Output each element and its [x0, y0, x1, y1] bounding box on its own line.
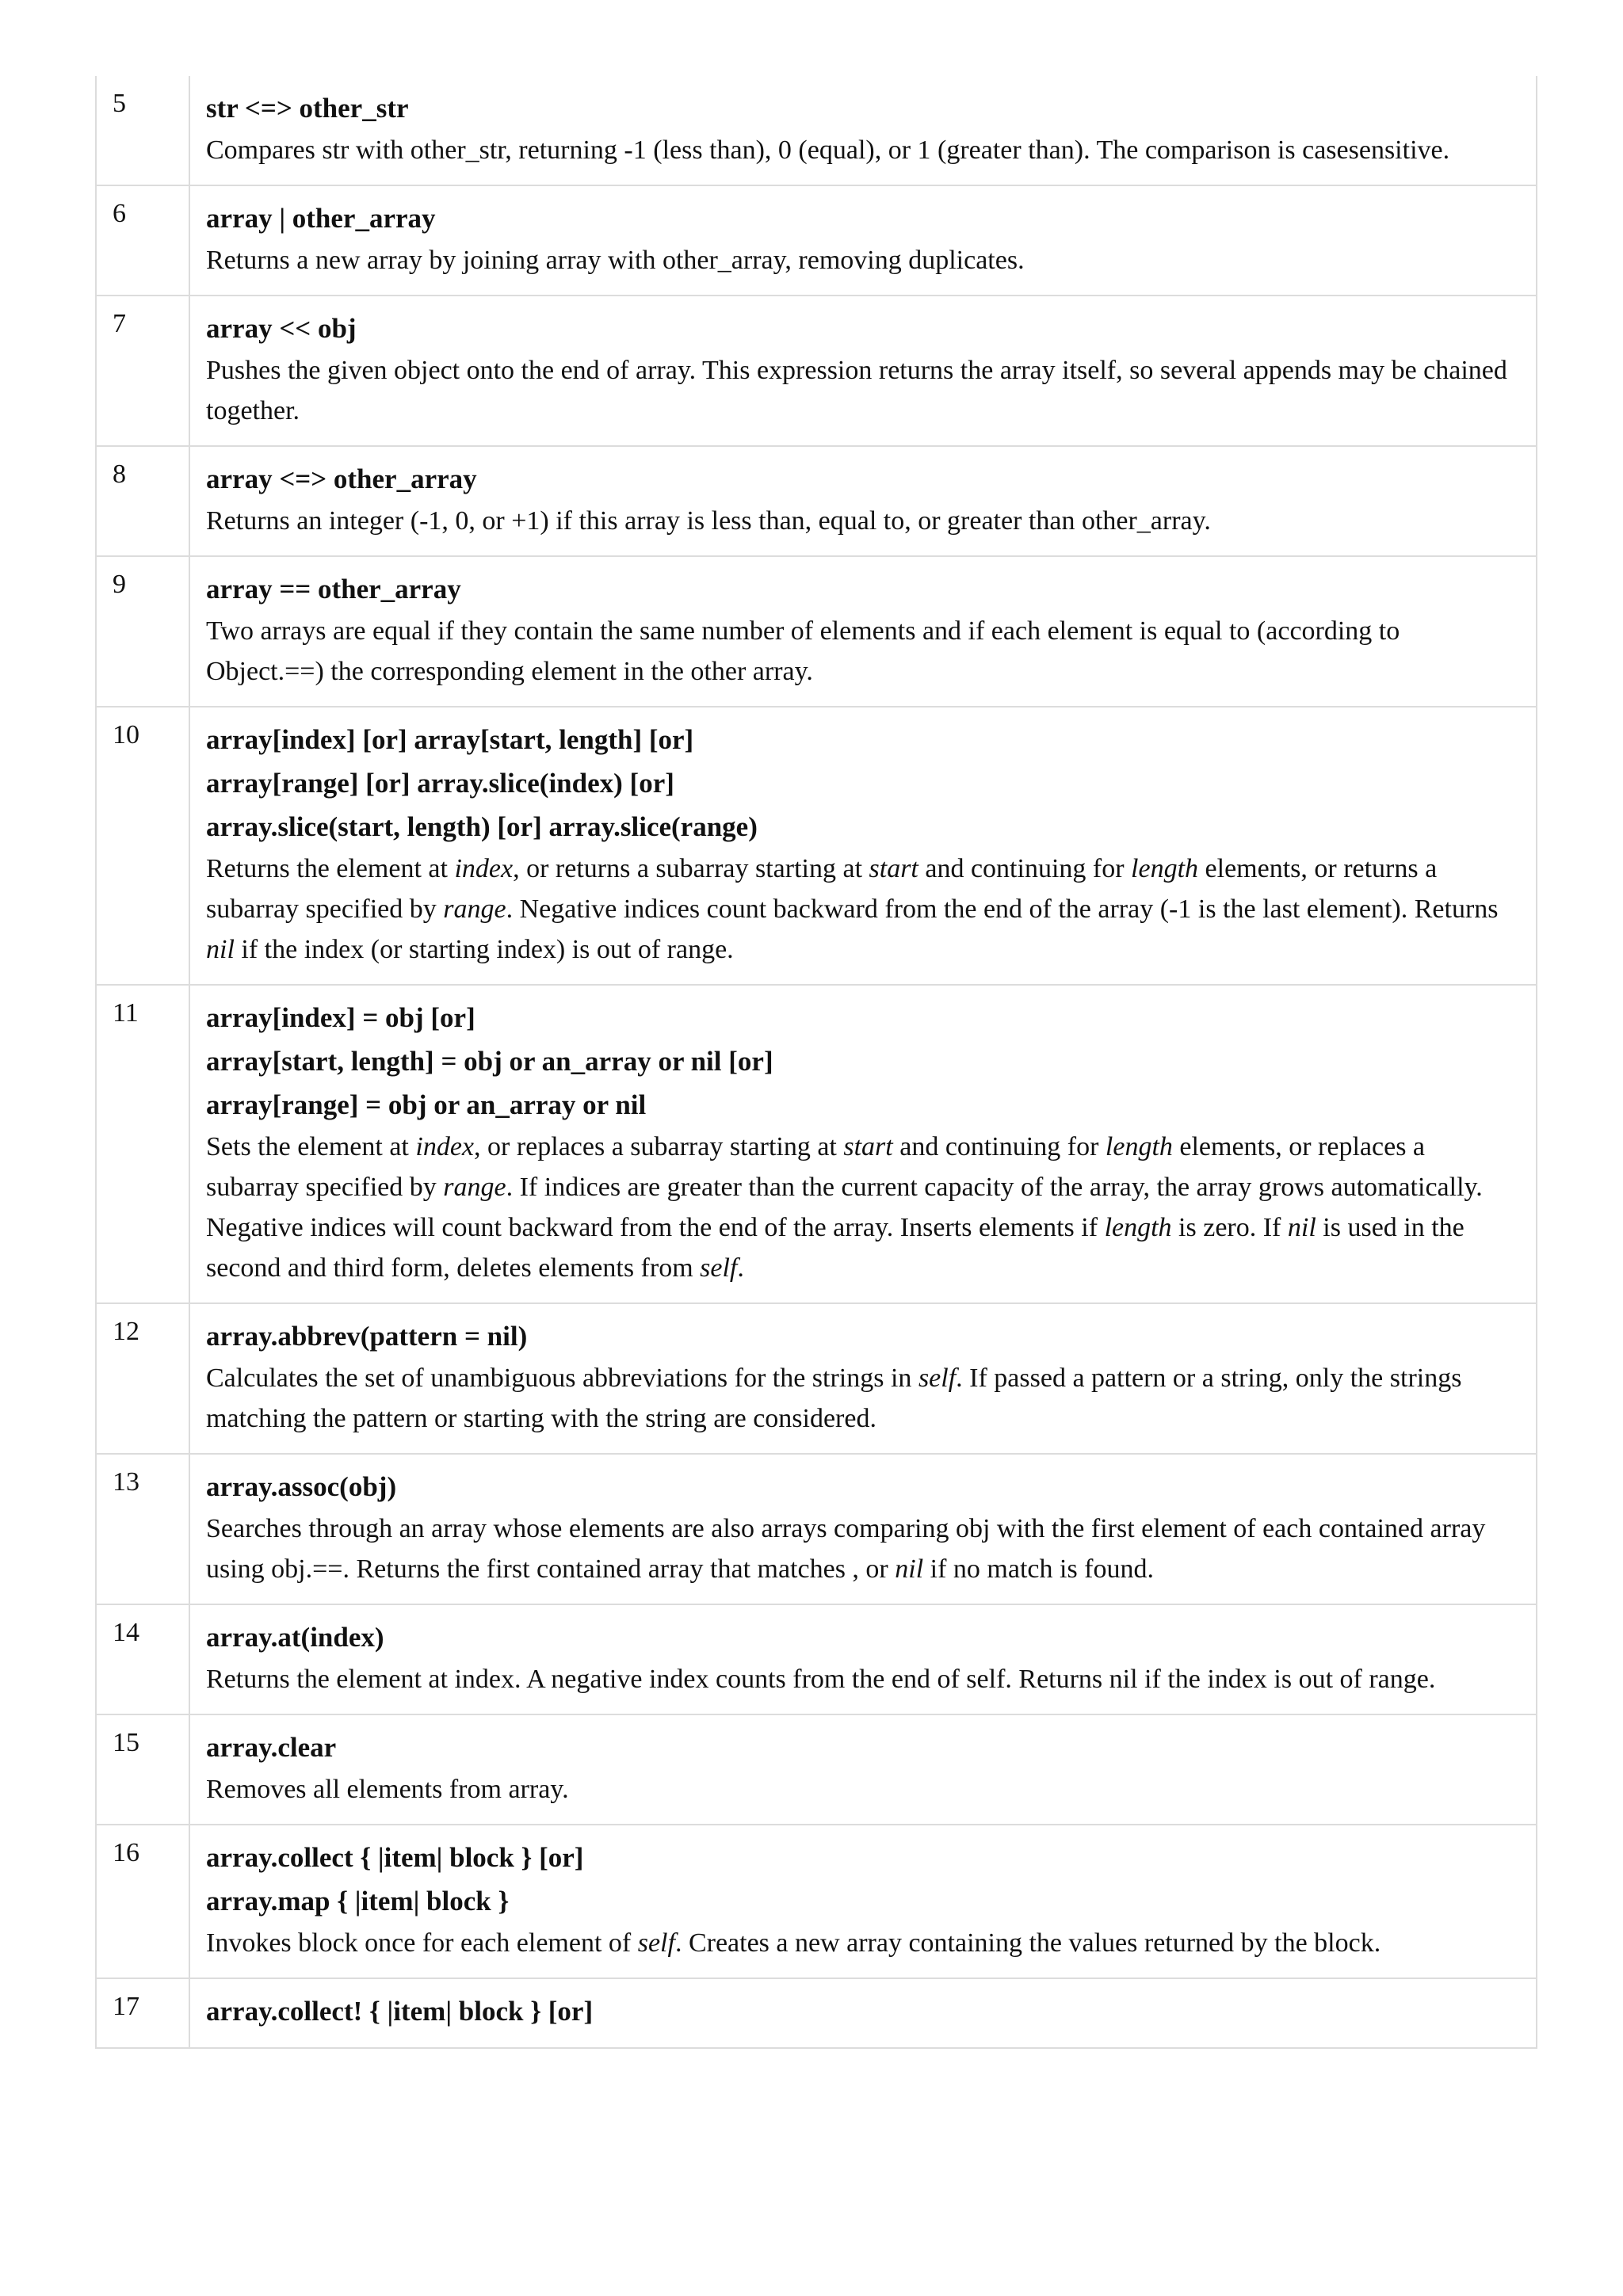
method-description: Pushes the given object onto the end of array. This expression returns the array itself, so several appends may be chained together.: [206, 356, 1507, 425]
emphasis: nil: [895, 1554, 924, 1584]
emphasis: index: [415, 1132, 475, 1161]
method-description: Compares str with other_str, returning -1 (less than), 0 (equal), or 1 (greater than). The comparison is casesensitive.: [206, 135, 1450, 165]
table-row: [96, 296, 1537, 446]
method-cell: [189, 1303, 1537, 1454]
method-signature: array.collect { |item| block } [or]: [206, 1842, 584, 1873]
emphasis: self: [637, 1928, 675, 1958]
methods-table-body: [96, 76, 1537, 2048]
table-row: [96, 1714, 1537, 1825]
table-row: [96, 1303, 1537, 1454]
emphasis: nil: [1287, 1213, 1316, 1242]
method-cell: [189, 1978, 1537, 2048]
method-signature: array.map { |item| block }: [206, 1886, 510, 1917]
method-cell: [189, 185, 1537, 296]
method-description: Returns an integer (-1, 0, or +1) if this array is less than, equal to, or greater than other_array.: [206, 506, 1211, 536]
method-cell: [189, 446, 1537, 556]
method-signature: array.assoc(obj): [206, 1471, 397, 1502]
table-row: [96, 707, 1537, 985]
row-number: 11: [96, 985, 189, 1303]
emphasis: index: [454, 854, 514, 883]
method-signature: array.collect! { |item| block } [or]: [206, 1996, 594, 2027]
method-signature: array[start, length] = obj or an_array or nil [or]: [206, 1046, 773, 1077]
emphasis: range: [443, 894, 506, 924]
row-number: 12: [96, 1303, 189, 1454]
row-number: 14: [96, 1604, 189, 1714]
method-cell: [189, 76, 1537, 185]
row-number: 7: [96, 296, 189, 446]
method-signature: array | other_array: [206, 203, 436, 234]
method-signature: array[index] [or] array[start, length] [or]: [206, 724, 694, 755]
emphasis: nil: [206, 935, 235, 964]
emphasis: length: [1105, 1132, 1173, 1161]
table-row: [96, 76, 1537, 185]
method-signature: array[range] [or] array.slice(index) [or]: [206, 768, 674, 799]
method-description: Returns a new array by joining array with other_array, removing duplicates.: [206, 246, 1025, 275]
methods-table: [95, 76, 1537, 2049]
table-row: [96, 446, 1537, 556]
table-row: [96, 985, 1537, 1303]
method-cell: [189, 1714, 1537, 1825]
row-number: 17: [96, 1978, 189, 2048]
table-row: [96, 1825, 1537, 1978]
method-description: Invokes block once for each element of self. Creates a new array containing the values returned by the block.: [206, 1928, 1381, 1958]
method-signature: array[range] = obj or an_array or nil: [206, 1089, 647, 1120]
emphasis: start: [843, 1132, 893, 1161]
row-number: 15: [96, 1714, 189, 1825]
method-cell: [189, 1454, 1537, 1604]
method-cell: [189, 1604, 1537, 1714]
emphasis: length: [1131, 854, 1199, 883]
method-cell: [189, 707, 1537, 985]
table-row: [96, 185, 1537, 296]
table-row: [96, 556, 1537, 707]
emphasis: range: [443, 1173, 506, 1202]
emphasis: length: [1104, 1213, 1172, 1242]
method-signature: array << obj: [206, 313, 357, 344]
row-number: 8: [96, 446, 189, 556]
method-signature: array.at(index): [206, 1622, 384, 1653]
method-cell: [189, 556, 1537, 707]
method-description: Returns the element at index, or returns a subarray starting at start and continuing for length elements, or returns a subarray specified by range. Negative indices count backward from the end of the array (-1 is the last element). Returns nil if the index (or starting index) is out of range.: [206, 854, 1499, 964]
method-description: Searches through an array whose elements are also arrays comparing obj with the first element of each contained array using obj.==. Returns the first contained array that matches , or nil if no match is found.: [206, 1514, 1486, 1584]
method-cell: [189, 1825, 1537, 1978]
method-signature: array.abbrev(pattern = nil): [206, 1321, 528, 1352]
table-row: [96, 1978, 1537, 2048]
method-description: Calculates the set of unambiguous abbreviations for the strings in self. If passed a pattern or a string, only the strings matching the pattern or starting with the string are considered.: [206, 1363, 1462, 1433]
method-description: Returns the element at index. A negative index counts from the end of self. Returns nil if the index is out of range.: [206, 1665, 1436, 1694]
method-description: Sets the element at index, or replaces a subarray starting at start and continuing for length elements, or replaces a subarray specified by range. If indices are greater than the current capacity of the array, the array grows automatically. Negative indices will count backward from the end of the array. Inserts elements if length is zero. If nil is used in the second and third form, deletes elements from self.: [206, 1132, 1483, 1283]
method-signature: array[index] = obj [or]: [206, 1002, 475, 1033]
row-number: 16: [96, 1825, 189, 1978]
row-number: 9: [96, 556, 189, 707]
emphasis: start: [869, 854, 918, 883]
row-number: 13: [96, 1454, 189, 1604]
method-cell: [189, 985, 1537, 1303]
table-row: [96, 1454, 1537, 1604]
row-number: 6: [96, 185, 189, 296]
method-signature: array.clear: [206, 1732, 337, 1763]
emphasis: self: [918, 1363, 957, 1393]
method-description: Removes all elements from array.: [206, 1775, 569, 1804]
emphasis: self: [700, 1253, 738, 1283]
method-signature: array == other_array: [206, 574, 461, 605]
method-signature: array <=> other_array: [206, 463, 477, 494]
method-signature: str <=> other_str: [206, 93, 409, 124]
method-cell: [189, 296, 1537, 446]
table-row: [96, 1604, 1537, 1714]
method-signature: array.slice(start, length) [or] array.slice(range): [206, 811, 758, 842]
method-description: Two arrays are equal if they contain the same number of elements and if each element is equal to (according to Object.==) the corresponding element in the other array.: [206, 616, 1400, 686]
row-number: 5: [96, 76, 189, 185]
row-number: 10: [96, 707, 189, 985]
